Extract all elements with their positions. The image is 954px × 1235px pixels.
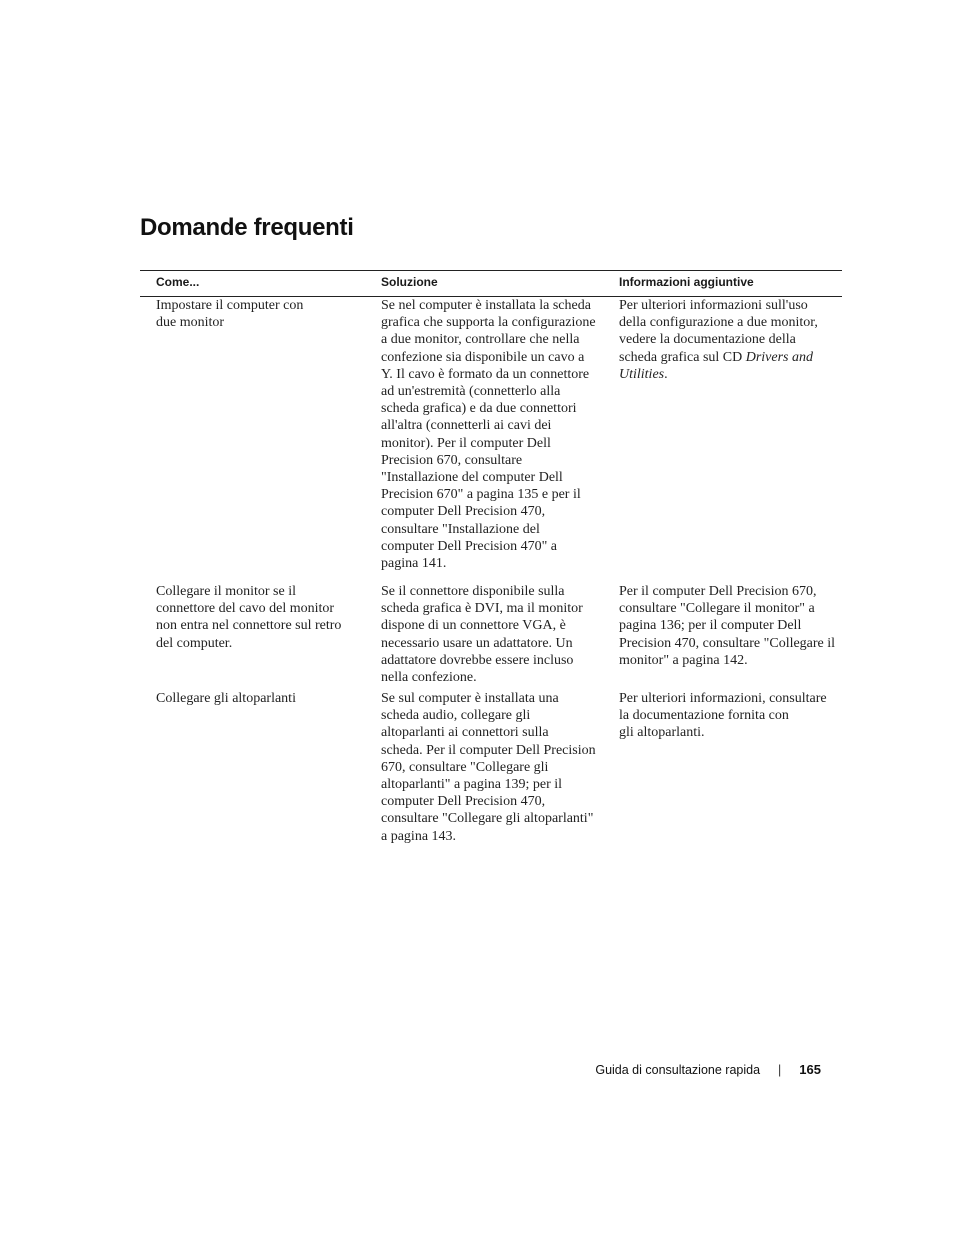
cell-come: Collegare gli altoparlanti <box>156 691 296 706</box>
table-header <box>140 271 842 297</box>
table-row <box>140 690 842 860</box>
footer-guide-title: Guida di consultazione rapida <box>595 1062 761 1077</box>
table-row <box>140 297 842 583</box>
header-informazioni: Informazioni aggiuntive <box>619 275 754 289</box>
cell-info <box>619 297 841 383</box>
cell-come: Impostare il computer con due monitor <box>156 298 304 331</box>
footer-separator: | <box>778 1062 782 1077</box>
table-row <box>140 583 842 690</box>
page-title: Domande frequenti <box>140 214 354 241</box>
table-body <box>140 297 842 860</box>
header-come: Come... <box>156 275 200 289</box>
cell-soluzione: Se sul computer è installata una scheda audio, collegare gli altoparlanti ai connettori sulla scheda. Per il computer Dell Precision 670, consultare "Collegare gli altoparlanti" a pagina 139; per il computer Dell Precision 470, consultare "Collegare gli altoparlanti" a pagina 143. <box>381 691 596 844</box>
cell-info-tail: . <box>664 366 668 382</box>
cell-come: Collegare il monitor se il connettore del cavo del monitor non entra nel connettore sul retro del computer. <box>156 584 342 651</box>
cd-title: Drivers and Utilities <box>619 349 814 382</box>
cell-soluzione: Se il connettore disponibile sulla scheda grafica è DVI, ma il monitor dispone di un connettore VGA, è necessario usare un adattatore. Un adattatore dovrebbe essere incluso nella confezione. <box>381 584 583 686</box>
cell-info-text: Per ulteriori informazioni sull'uso della configurazione a due monitor, vedere la documentazione della scheda grafica sul CD <box>619 298 818 365</box>
faq-table <box>140 270 842 860</box>
cell-info: Per il computer Dell Precision 670, consultare "Collegare il monitor" a pagina 136; per il computer Dell Precision 470, consultare "Collegare il monitor" a pagina 142. <box>619 584 836 668</box>
cell-info: Per ulteriori informazioni, consultare la documentazione fornita con gli altoparlanti. <box>619 691 827 741</box>
page-footer <box>595 1062 821 1077</box>
header-soluzione: Soluzione <box>381 275 438 289</box>
page-number: 165 <box>799 1062 821 1077</box>
cell-soluzione: Se nel computer è installata la scheda grafica che supporta la configurazione a due monitor, controllare che nella confezione sia disponibile un cavo a Y. Il cavo è formato da un connettore ad un'estremità (connetterlo alla scheda grafica) e da due connettori all'altra (connetterli ai cavi dei monitor). Per il computer Dell Precision 670, consultare "Installazione del computer Dell Precision 670" a pagina 135 e per il computer Dell Precision 470, consultare "Installazione del computer Dell Precision 470" a pagina 141. <box>381 298 596 572</box>
